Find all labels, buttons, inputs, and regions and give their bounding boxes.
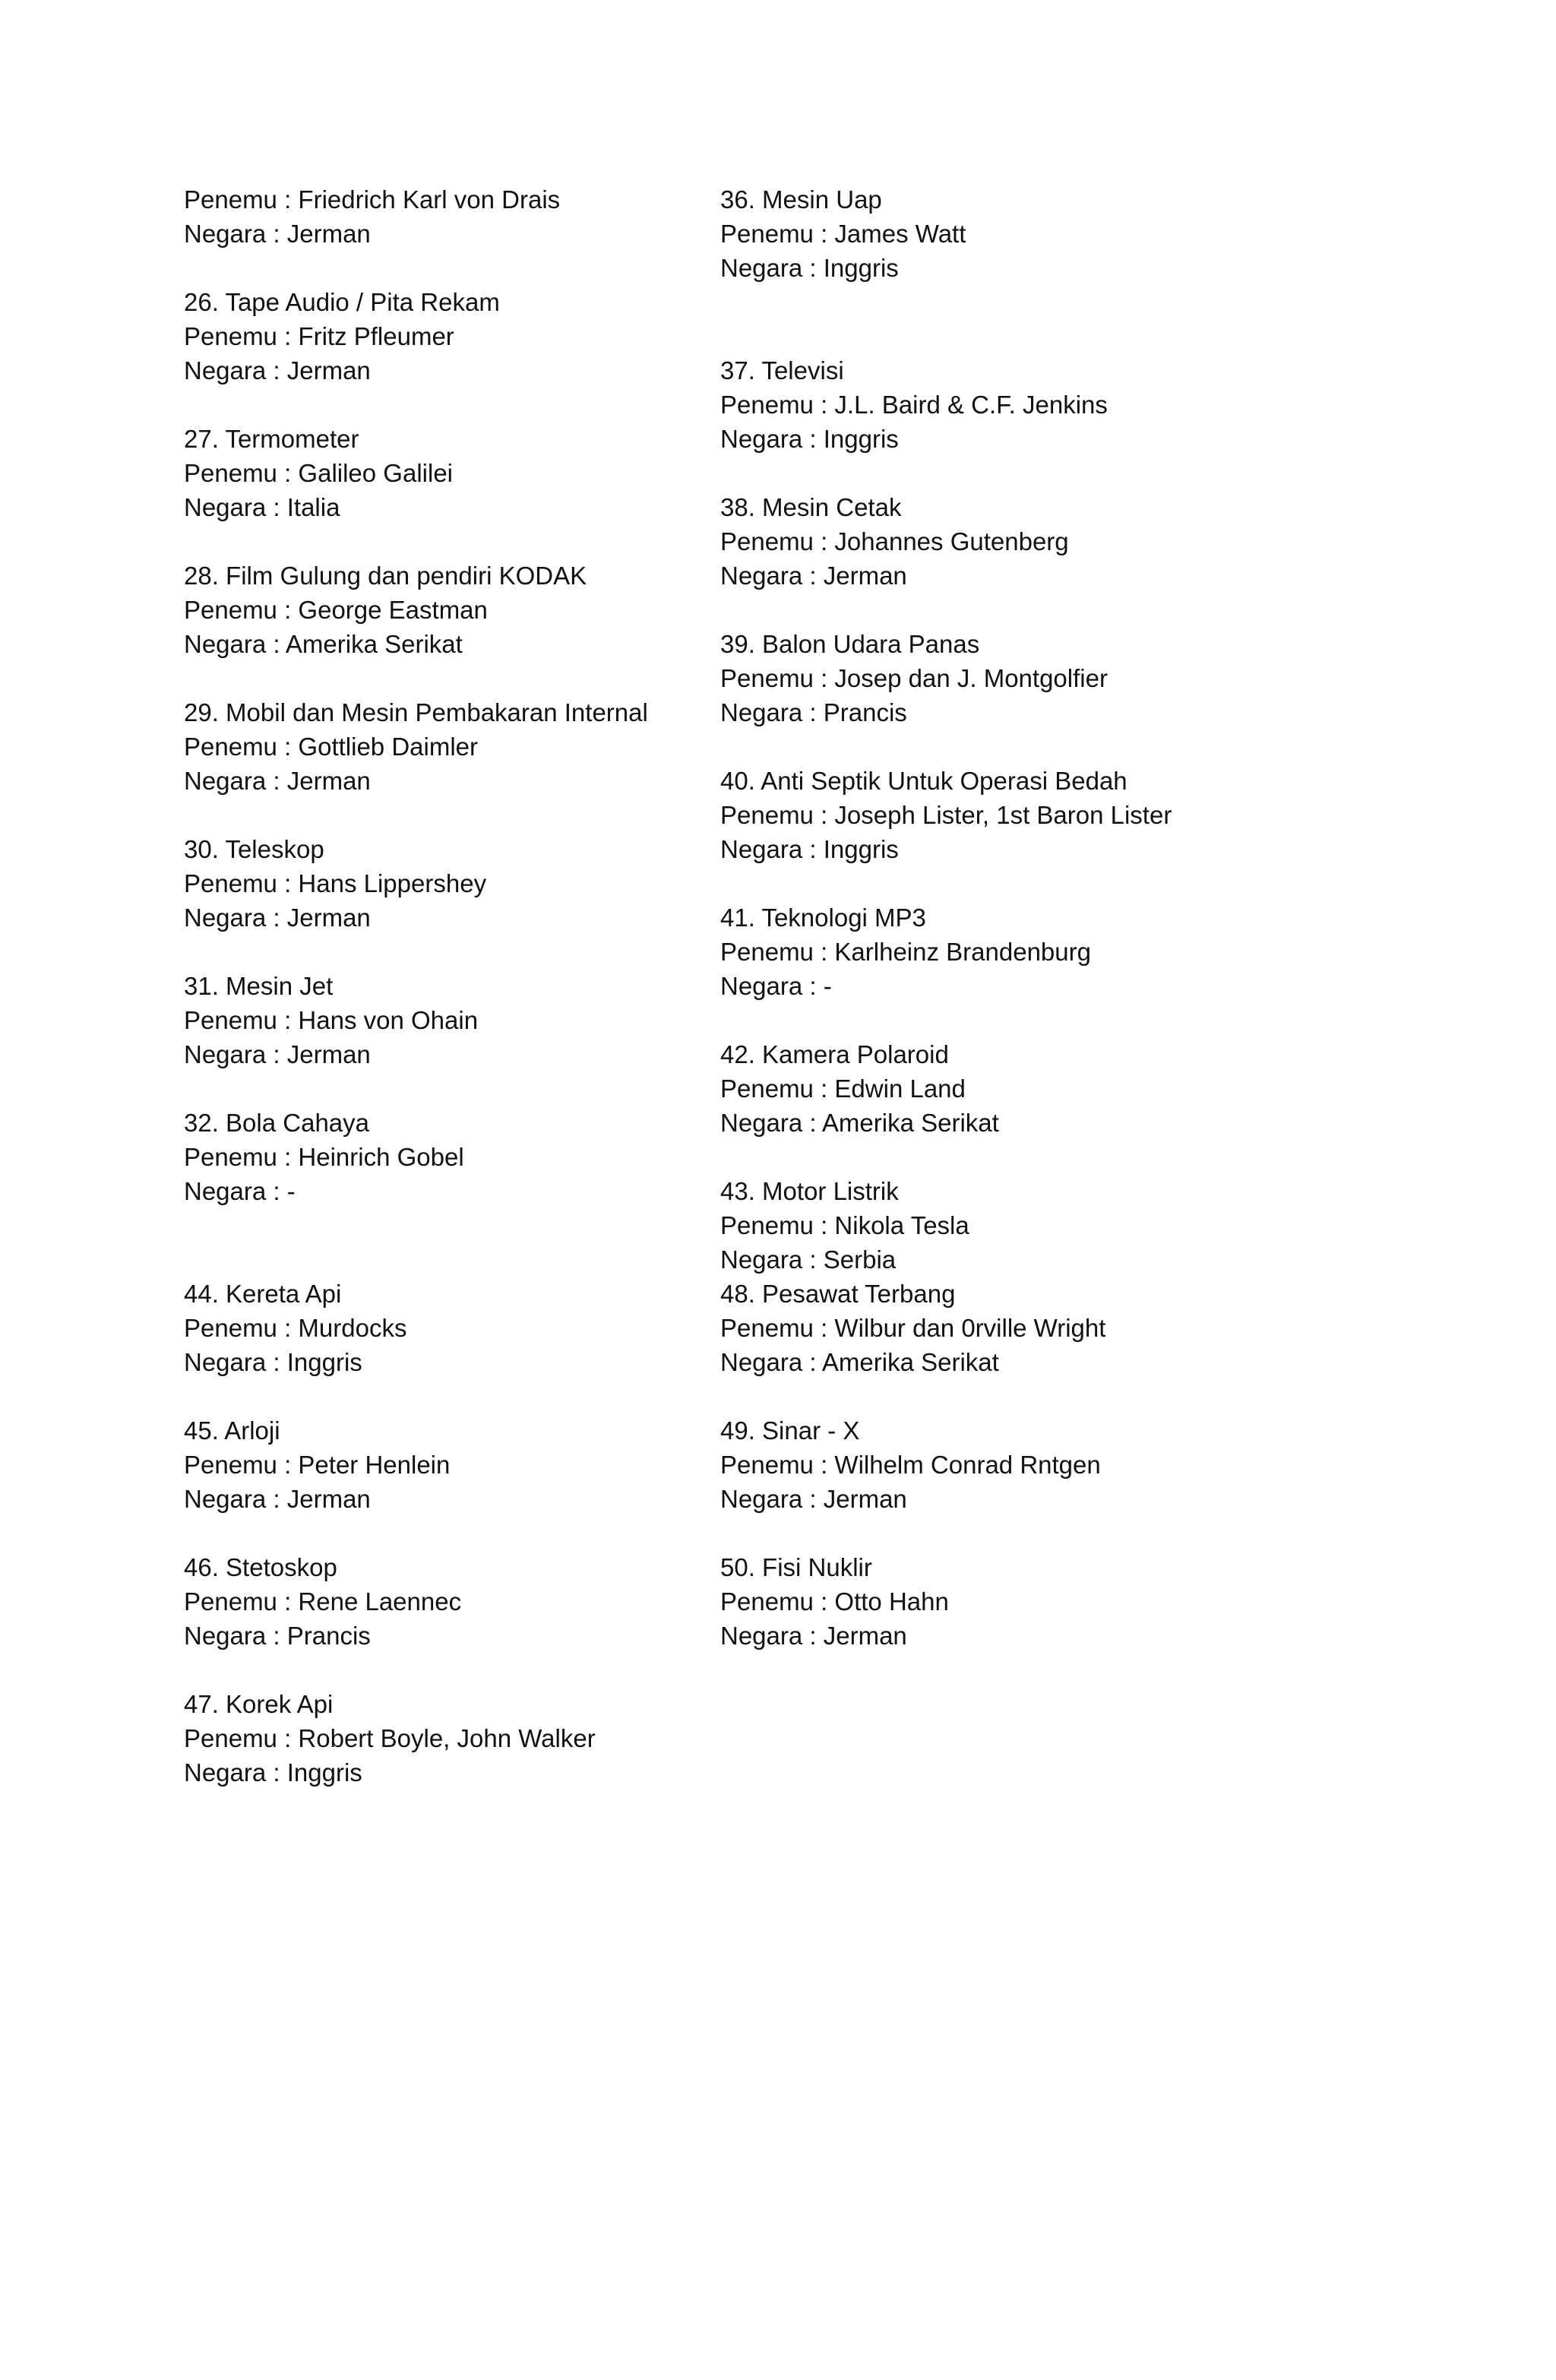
entry-line: Negara : Jerman — [720, 562, 907, 590]
entry-line: Penemu : Otto Hahn — [720, 1587, 949, 1616]
entry-line: 39. Balon Udara Panas — [720, 630, 980, 658]
entry-line: 48. Pesawat Terbang — [720, 1280, 956, 1308]
entry-line: Negara : Jerman — [720, 1622, 907, 1650]
entry-block — [184, 559, 701, 661]
entry-line: Penemu : J.L. Baird & C.F. Jenkins — [720, 391, 1108, 419]
entry-block — [720, 764, 1298, 866]
entry-line: Penemu : Murdocks — [184, 1314, 407, 1342]
entry-line: 41. Teknologi MP3 — [720, 904, 926, 932]
entry-line: Penemu : Karlheinz Brandenburg — [720, 938, 1091, 966]
entry-line: Penemu : Hans Lippershey — [184, 869, 487, 897]
entry-line: Negara : Jerman — [720, 1485, 907, 1513]
entry-line: Negara : Inggris — [184, 1758, 362, 1787]
entry-line: Penemu : Friedrich Karl von Drais — [184, 185, 561, 214]
entry-line: 50. Fisi Nuklir — [720, 1553, 872, 1581]
entry-line: Negara : Italia — [184, 493, 340, 521]
entry-block — [184, 1687, 701, 1790]
entry-line: Penemu : Hans von Ohain — [184, 1006, 479, 1034]
entry-line: Negara : Jerman — [184, 767, 371, 795]
entry-line: Penemu : Josep dan J. Montgolfier — [720, 664, 1108, 692]
entry-line: Negara : Amerika Serikat — [720, 1348, 999, 1376]
entry-line: 44. Kereta Api — [184, 1280, 342, 1308]
entry-block — [184, 695, 701, 798]
entry-line: 47. Korek Api — [184, 1690, 334, 1718]
entry-block — [184, 422, 701, 524]
entry-line: 43. Motor Listrik — [720, 1177, 899, 1205]
entry-line: 30. Teleskop — [184, 835, 324, 863]
entry-block — [184, 1106, 701, 1208]
entry-line: 29. Mobil dan Mesin Pembakaran Internal — [184, 698, 648, 726]
entry-line: Negara : Jerman — [184, 904, 371, 932]
entry-line: Negara : Prancis — [720, 698, 907, 726]
entry-line: 46. Stetoskop — [184, 1553, 337, 1581]
entry-line: Penemu : Edwin Land — [720, 1074, 966, 1103]
entry-line: 37. Televisi — [720, 356, 844, 385]
entry-block — [720, 182, 1298, 285]
entry-line: 38. Mesin Cetak — [720, 493, 902, 521]
entry-block — [720, 1037, 1298, 1140]
entry-line: Penemu : Peter Henlein — [184, 1451, 451, 1479]
entry-block — [184, 1277, 701, 1379]
entry-block — [184, 1550, 701, 1653]
entry-line: 45. Arloji — [184, 1416, 280, 1445]
entry-block — [720, 353, 1298, 456]
entry-line: Negara : Inggris — [720, 425, 899, 453]
left-column — [184, 182, 701, 1790]
entry-line: Negara : Amerika Serikat — [184, 630, 463, 658]
entry-line: Penemu : Johannes Gutenberg — [720, 527, 1069, 555]
entry-line: Penemu : Wilhelm Conrad Rntgen — [720, 1451, 1101, 1479]
entry-line: 36. Mesin Uap — [720, 185, 882, 214]
entry-line: Penemu : James Watt — [720, 220, 966, 248]
entry-line: Negara : Jerman — [184, 220, 371, 248]
entry-line: 40. Anti Septik Untuk Operasi Bedah — [720, 767, 1127, 795]
entry-block — [184, 832, 701, 935]
right-column — [720, 182, 1298, 1653]
entry-block — [184, 182, 701, 251]
entry-line: Penemu : Heinrich Gobel — [184, 1143, 464, 1171]
entry-line: Negara : Serbia — [720, 1245, 897, 1274]
entry-line: 28. Film Gulung dan pendiri KODAK — [184, 562, 587, 590]
entry-line: Penemu : Wilbur dan 0rville Wright — [720, 1314, 1106, 1342]
entry-block — [184, 285, 701, 388]
entry-line: Negara : Inggris — [720, 835, 899, 863]
entry-line: Penemu : George Eastman — [184, 596, 488, 624]
entry-line: Penemu : Nikola Tesla — [720, 1211, 969, 1239]
entry-line: 26. Tape Audio / Pita Rekam — [184, 288, 500, 316]
entry-block — [720, 490, 1298, 593]
entry-block — [184, 1413, 701, 1516]
entry-line: Negara : Jerman — [184, 356, 371, 385]
entry-line: Penemu : Robert Boyle, John Walker — [184, 1724, 596, 1752]
entry-block — [720, 1550, 1298, 1653]
entry-block — [184, 969, 701, 1071]
entry-block — [720, 900, 1298, 1003]
entry-line: Negara : Prancis — [184, 1622, 371, 1650]
entry-line: Negara : Jerman — [184, 1485, 371, 1513]
entry-line: Penemu : Galileo Galilei — [184, 459, 454, 487]
entry-line: Negara : - — [184, 1177, 296, 1205]
entry-block — [720, 627, 1298, 730]
entry-line: Penemu : Rene Laennec — [184, 1587, 462, 1616]
entry-line: Negara : - — [720, 972, 832, 1000]
entry-line: 32. Bola Cahaya — [184, 1109, 370, 1137]
entry-block — [720, 1174, 1298, 1379]
entry-line: Negara : Inggris — [184, 1348, 362, 1376]
entry-line: 42. Kamera Polaroid — [720, 1040, 949, 1068]
entry-line: Penemu : Fritz Pfleumer — [184, 322, 454, 350]
entry-line: 31. Mesin Jet — [184, 972, 334, 1000]
entry-line: Negara : Jerman — [184, 1040, 371, 1068]
entry-line: Penemu : Gottlieb Daimler — [184, 733, 478, 761]
entry-line: 27. Termometer — [184, 425, 359, 453]
entry-line: 49. Sinar - X — [720, 1416, 860, 1445]
entry-line: Negara : Inggris — [720, 254, 899, 282]
entry-line: Penemu : Joseph Lister, 1st Baron Lister — [720, 801, 1172, 829]
entry-block — [720, 1413, 1298, 1516]
entry-line: Negara : Amerika Serikat — [720, 1109, 999, 1137]
